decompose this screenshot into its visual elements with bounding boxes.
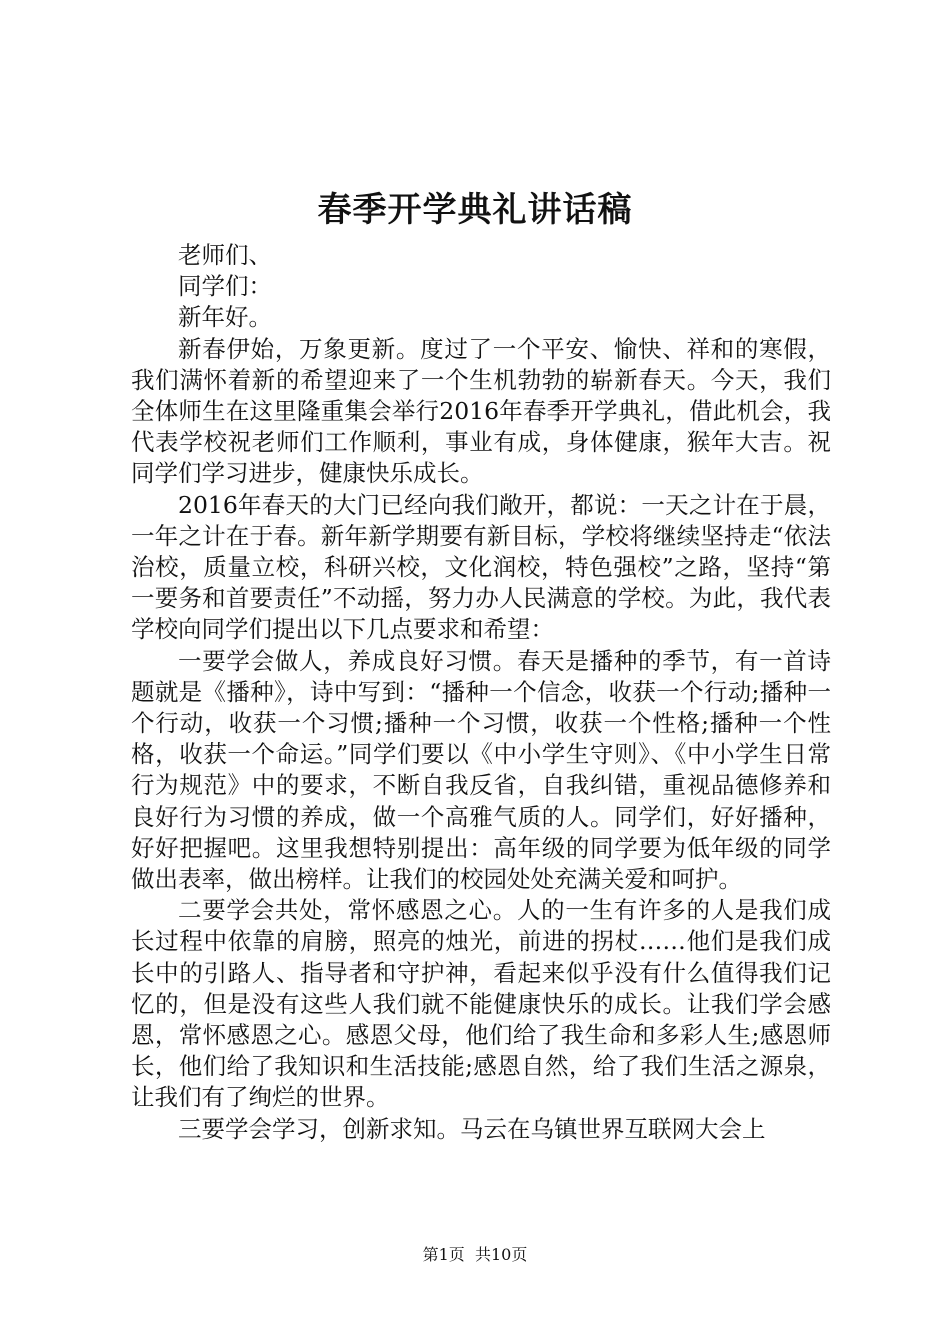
page-number: 第1页 xyxy=(422,1245,465,1264)
document-body xyxy=(131,240,831,1145)
paragraph-learn-conduct: 一要学会做人，养成良好习惯。春天是播种的季节，有一首诗题就是《播种》，诗中写到：“播种一个信念，收获一个行动;播种一个行动，收获一个习惯;播种一个习惯，收获一个性格;播种一个性格，收获一个命运。”同学们要以《中小学生守则》、《中小学生日常行为规范》中的要求，不断自我反省，自我纠错，重视品德修养和良好行为习惯的养成，做一个高雅气质的人。同学们，好好播种，好好把握吧。这里我想特别提出：高年级的同学要为低年级的同学做出表率，做出榜样。让我们的校园处处充满关爱和呵护。 xyxy=(131,646,831,894)
document-title: 春季开学典礼讲话稿 xyxy=(317,190,633,230)
paragraph-new-year: 新年好。 xyxy=(178,303,272,332)
paragraph-greeting-students: 同学们： xyxy=(178,272,272,301)
paragraph-opening: 新春伊始，万象更新。度过了一个平安、愉快、祥和的寒假，我们满怀着新的希望迎来了一个生机勃勃的崭新春天。今天，我们全体师生在这里隆重集会举行2016年春季开学典礼，借此机会，我代表学校祝老师们工作顺利，事业有成，身体健康，猴年大吉。祝同学们学习进步，健康快乐成长。 xyxy=(131,334,831,488)
paragraph-greeting-teachers: 老师们、 xyxy=(178,241,272,269)
paragraph-gratitude: 二要学会共处，常怀感恩之心。人的一生有许多的人是我们成长过程中依靠的肩膀，照亮的烛光，前进的拐杖……他们是我们成长中的引路人、指导者和守护神，看起来似乎没有什么值得我们记忆的，但是没有这些人我们就不能健康快乐的成长。让我们学会感恩，常怀感恩之心。感恩父母，他们给了我生命和多彩人生;感恩师长，他们给了我知识和生活技能;感恩自然，给了我们生活之源泉，让我们有了绚烂的世界。 xyxy=(131,896,831,1112)
paragraph-learning: 三要学会学习，创新求知。马云在乌镇世界互联网大会上 xyxy=(178,1114,766,1143)
paragraph-spring-goals: 2016年春天的大门已经向我们敞开，都说：一天之计在于晨，一年之计在于春。新年新学期要有新目标，学校将继续坚持走“依法治校，质量立校，科研兴校，文化润校，特色强校”之路，坚持“第一要务和首要责任”不动摇，努力办人民满意的学校。为此，我代表学校向同学们提出以下几点要求和希望： xyxy=(131,490,831,644)
page-total: 共10页 xyxy=(474,1245,528,1264)
page-footer xyxy=(0,1243,950,1267)
